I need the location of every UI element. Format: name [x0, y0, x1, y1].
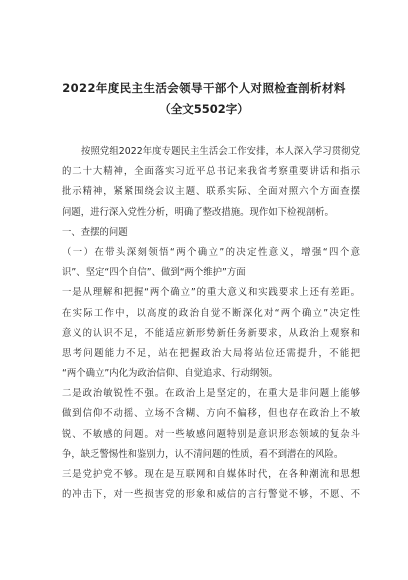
- text-line: 意义的认识不足，不能适应新形势新任务新要求，从政治上观察和: [62, 327, 360, 339]
- text-line: 做到信仰不动摇、立场不含糊、方向不偏移，但也存在政治上不敏: [62, 408, 360, 420]
- document-subtitle: （全文5502字）: [159, 102, 249, 116]
- text-line: 问题，进行深入党性分析，明确了整改措施。现作如下检视剖析。: [62, 206, 334, 218]
- text-line: 的二十大精神，全面落实习近平总书记来我省考察重要讲话和指示: [62, 166, 360, 178]
- text-line: 的冲击下，对一些损害党的形象和威信的言行警觉不够，不愿、不: [62, 489, 360, 501]
- text-line: 二是政治敏锐性不强。在政治上是坚定的，在重大是非问题上能够: [62, 388, 360, 400]
- text-line: 思考问题能力不足，站在把握政治大局将站位还需提升，不能把: [62, 347, 360, 359]
- text-line: （一）在带头深刻领悟“两个确立”的决定性意义，增强“四个意: [62, 246, 360, 258]
- text-line: 三是党护党不够。现在是互联网和自媒体时代，在各种潮流和思想: [62, 469, 360, 480]
- text-line: 在实际工作中，以高度的政治自觉不断深化对“两个确立”决定性: [62, 307, 360, 319]
- text-line: 批示精神，紧紧围绕会议主题、联系实际、全面对照六个方面查摆: [62, 186, 360, 198]
- text-line: “两个确立”内化为政治信仰、自觉追求、行动纲领。: [62, 368, 278, 380]
- text-line: 一、查摆的问题: [62, 226, 128, 238]
- text-line: 争，缺乏警惕性和鉴别力，认不清问题的性质，看不到潜在的风险。: [62, 448, 344, 460]
- text-line: 锐、不敏感的问题。对一些敏感问题特别是意识形态领域的复杂斗: [62, 428, 360, 440]
- text-line: 按照党组2022年度专题民主生活会工作安排，本人深入学习贯彻党: [81, 146, 360, 157]
- document-title: 2022年度民主生活会领导干部个人对照检查剖析材料: [62, 81, 346, 95]
- text-line: 识”、坚定“四个自信”、做到“两个维护”方面: [62, 267, 246, 279]
- document-body: [62, 142, 360, 505]
- text-line: 一是从理解和把握“两个确立”的重大意义和实践要求上还有差距。: [62, 287, 360, 299]
